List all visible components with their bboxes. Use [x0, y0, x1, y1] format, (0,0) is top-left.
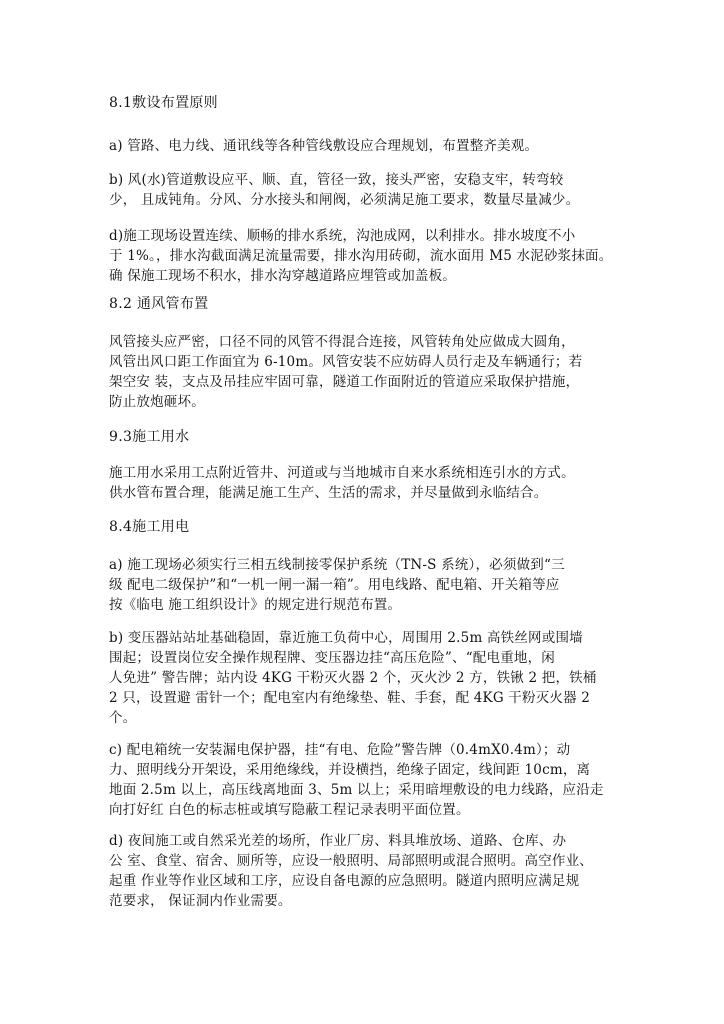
- section-heading-9-3: 9.3施工用水: [109, 429, 190, 445]
- paragraph-8-1-a: [109, 136, 639, 156]
- text-line: 个。: [109, 710, 137, 726]
- text-line: 公 室、食堂、宿舍、厕所等，应设一般照明、局部照明或混合照明。高空作业、: [109, 853, 593, 869]
- text-line: 围起；设置岗位安全操作规程牌、变压器边挂“高压危险”、“配电重地，闲: [109, 650, 556, 666]
- text-line: a) 管路、电力线、通讯线等各种管线敷设应合理规划，布置整齐美观。: [109, 138, 539, 154]
- paragraph-8-4-b: [109, 628, 639, 728]
- text-line: 风管接头应严密，口径不同的风管不得混合连接，风管转角处应做成大圆角，: [109, 334, 575, 350]
- text-line: 2 只，设置避 雷针一个；配电室内有绝缘垫、鞋、手套，配 4KG 干粉灭火器 2: [109, 690, 591, 706]
- text-line: 向打好红 白色的标志桩或填写隐蔽工程记录表明平面位置。: [109, 802, 470, 818]
- text-line: 人免进” 警告牌；站内设 4KG 干粉灭火器 2 个，灭火沙 2 方，铁锹 2 把，铁桶: [109, 670, 597, 686]
- paragraph-8-1-b: [109, 170, 639, 210]
- section-heading-8-2: 8.2 通风管布置: [109, 296, 209, 312]
- text-line: 力、照明线分开架设，采用绝缘线，并设横挡，绝缘子固定，线间距 10cm，离: [109, 762, 591, 778]
- paragraph-8-4-a: [109, 555, 639, 615]
- text-line: 地面 2.5m 以上，高压线离地面 3、5m 以上；采用暗埋敷设的电力线路，应沿走: [109, 782, 604, 798]
- paragraph-8-4-d: [109, 831, 639, 911]
- paragraph-9-3: [109, 463, 639, 503]
- text-line: 确 保施工现场不积水，排水沟穿越道路应埋管或加盖板。: [109, 268, 456, 284]
- text-line: 防止放炮砸坏。: [109, 394, 205, 410]
- text-line: 架空安 装，支点及吊挂应牢固可靠，隧道工作面附近的管道应采取保护措施，: [109, 374, 580, 390]
- text-line: b) 风(水)管道敷设应平、顺、直，管径一致，接头严密，安稳支牢，转弯较: [109, 172, 564, 188]
- text-line: d)施工现场设置连续、顺畅的排水系统，沟池成网，以利排水。排水坡度不小: [109, 228, 576, 244]
- text-line: 级 配电二级保护”和“一机一闸一漏一箱”。用电线路、配电箱、开关箱等应: [109, 577, 560, 593]
- paragraph-8-2: [109, 332, 639, 412]
- section-heading-8-4: 8.4施工用电: [109, 519, 190, 535]
- text-line: b) 变压器站站址基础稳固，靠近施工负荷中心，周围用 2.5m 高铁丝网或围墙: [109, 630, 583, 646]
- text-line: 少， 且成钝角。分风、分水接头和闸阀，必须满足施工要求，数量尽量减少。: [109, 192, 580, 208]
- text-line: 范要求， 保证洞内作业需要。: [109, 893, 292, 909]
- paragraph-8-1-d: [109, 226, 639, 286]
- section-heading-8-1: 8.1敷设布置原则: [109, 95, 218, 111]
- text-line: c) 配电箱统一安装漏电保护器，挂“有电、危险”警告牌（0.4mX0.4m）；动: [109, 742, 571, 758]
- text-line: 于 1%。，排水沟截面满足流量需要，排水沟用砖砌，流水面用 M5 水泥砂浆抹面。: [109, 248, 613, 264]
- text-line: 风管出风口距工作面宜为 6-10m。风管安装不应妨碍人员行走及车辆通行；若: [109, 354, 583, 370]
- text-line: 供水管布置合理，能满足施工生产、生活的需求，并尽量做到永临结合。: [109, 485, 548, 501]
- paragraph-8-4-c: [109, 740, 639, 820]
- text-line: 起重 作业等作业区域和工序，应设自备电源的应急照明。隧道内照明应满足规: [109, 873, 580, 889]
- text-line: d) 夜间施工或自然采光差的场所，作业厂房、料具堆放场、道路、仓库、办: [109, 833, 567, 849]
- text-line: a) 施工现场必须实行三相五线制接零保护系统（TN-S 系统），必须做到“三: [109, 557, 565, 573]
- text-line: 按《临电 施工组织设计》的规定进行规范布置。: [109, 597, 402, 613]
- text-line: 施工用水采用工点附近管井、河道或与当地城市自来水系统相连引水的方式。: [109, 465, 575, 481]
